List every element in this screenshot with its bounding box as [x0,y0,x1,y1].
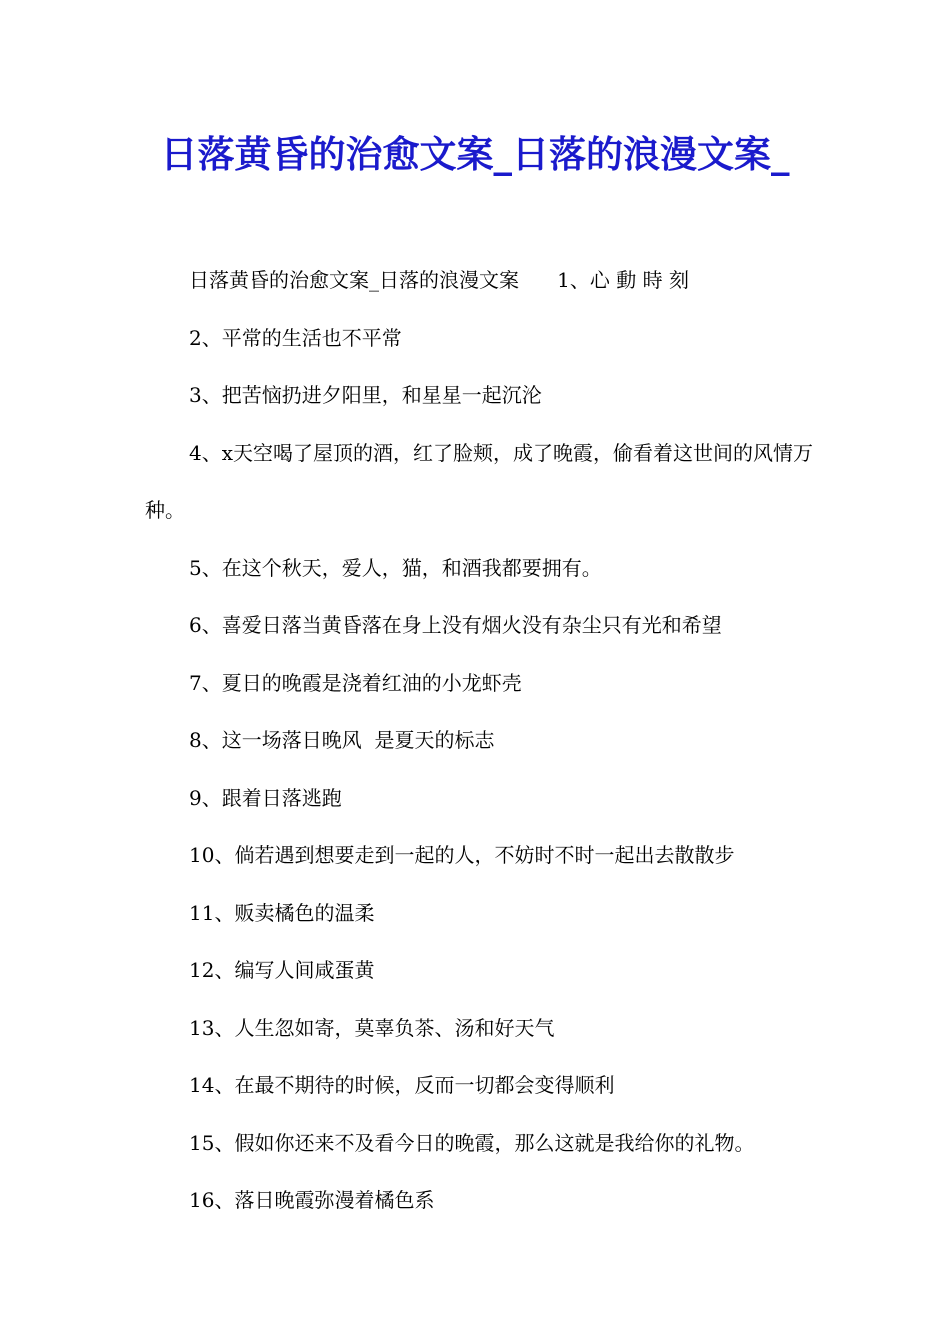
list-item: 6、喜爱日落当黄昏落在身上没有烟火没有杂尘只有光和希望 [189,613,722,637]
list-item: 12、编写人间咸蛋黄 [189,958,375,982]
document-body [145,252,815,1230]
document-title: 日落黄昏的治愈文案_日落的浪漫文案_ [160,132,790,176]
list-item: 9、跟着日落逃跑 [189,785,342,810]
list-item: 16、落日晚霞弥漫着橘色系 [189,1188,435,1212]
list-item: 2、平常的生活也不平常 [189,325,402,350]
list-item: 8、这一场落日晚风 是夏天的标志 [189,728,495,752]
paragraph-intro: 日落黄昏的治愈文案_日落的浪漫文案 1、心 動 時 刻 [189,268,689,292]
list-item: 11、贩卖橘色的温柔 [189,900,375,925]
list-item: 14、在最不期待的时候，反而一切都会变得顺利 [189,1073,615,1097]
list-item: 4、x天空喝了屋顶的酒，红了脸颊，成了晚霞，偷看着这世间的风情万种。 [145,440,814,522]
list-item: 7、夏日的晚霞是浇着红油的小龙虾壳 [189,670,522,695]
list-item: 13、人生忽如寄，莫辜负茶、汤和好天气 [189,1015,555,1040]
list-item: 15、假如你还来不及看今日的晚霞，那么这就是我给你的礼物。 [189,1130,755,1155]
list-item: 5、在这个秋天，爱人，猫，和酒我都要拥有。 [189,555,602,580]
list-item: 3、把苦恼扔进夕阳里，和星星一起沉沦 [189,383,542,407]
list-item: 10、倘若遇到想要走到一起的人，不妨时不时一起出去散散步 [189,843,735,867]
